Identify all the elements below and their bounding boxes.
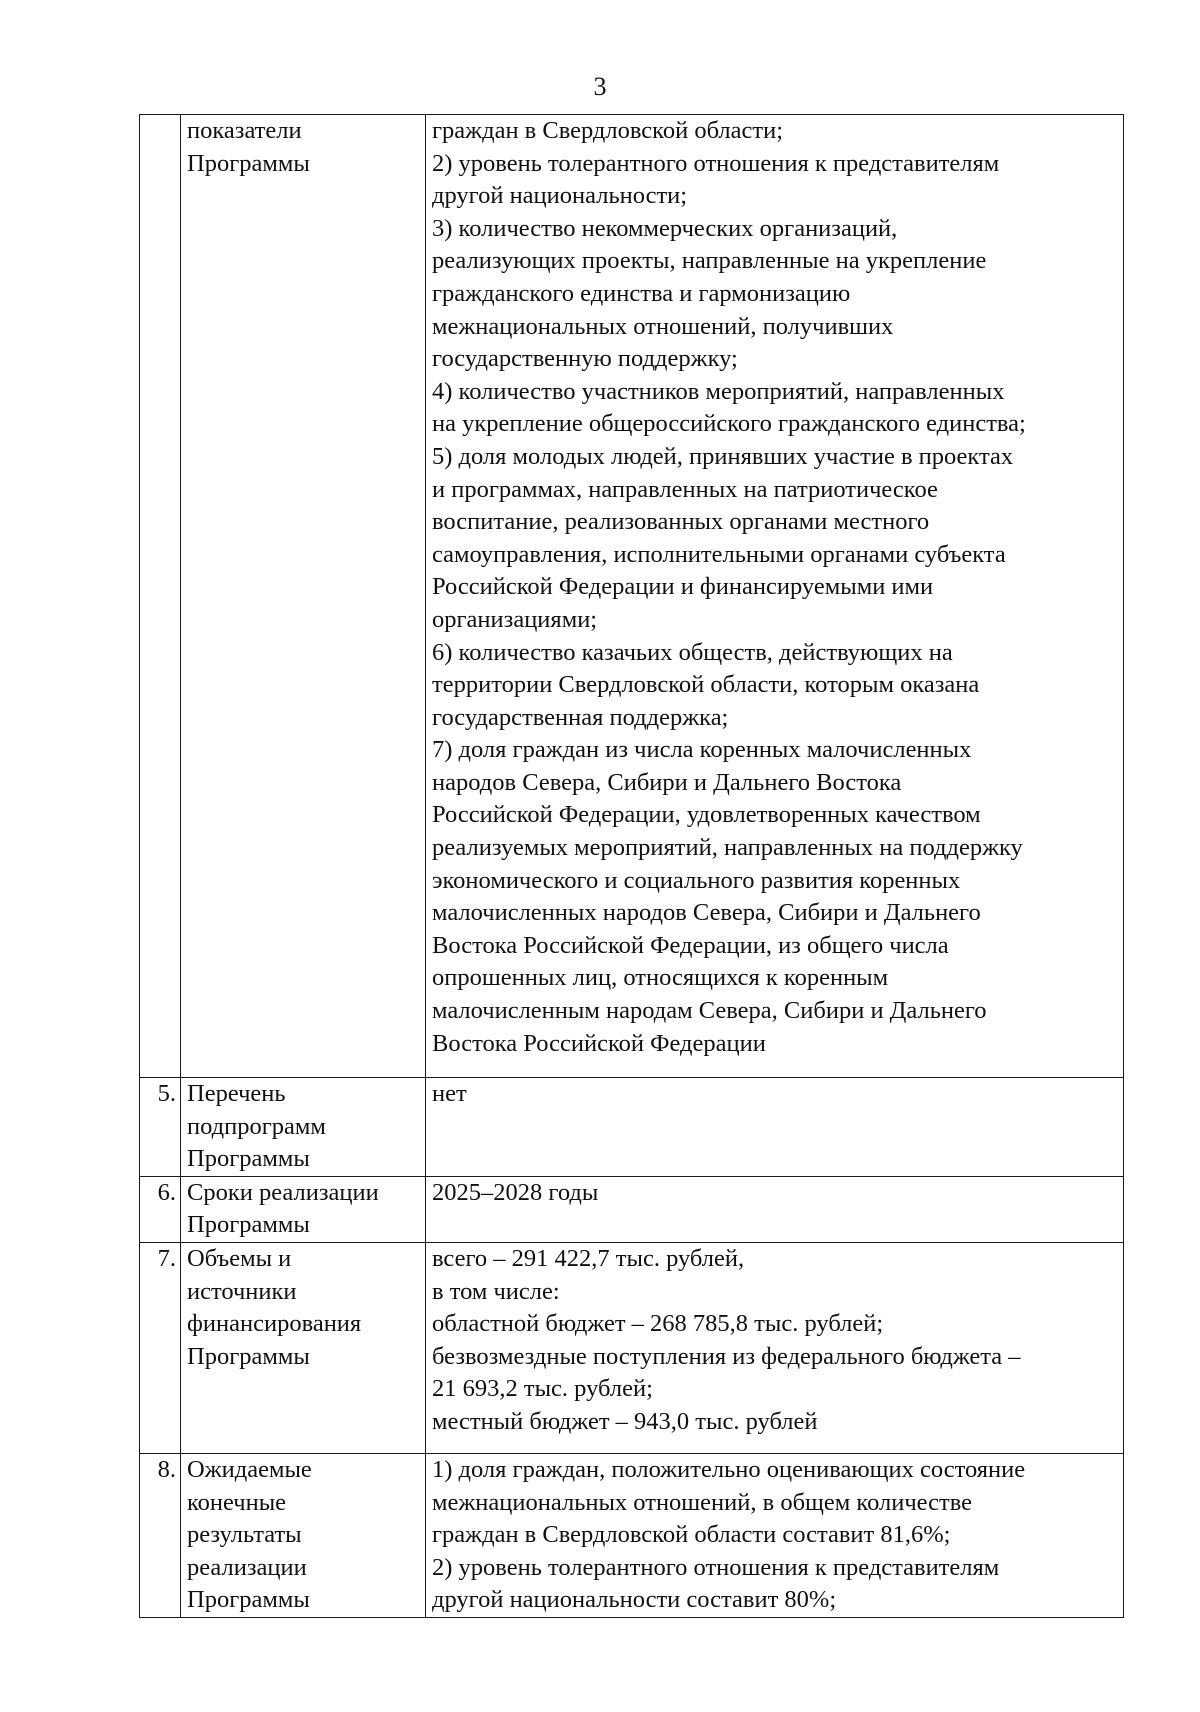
parameter-content-line: в том числе: — [432, 1277, 560, 1305]
program-passport-table — [139, 114, 1124, 1618]
row-number: 6. — [140, 1176, 181, 1242]
parameter-content-line: 1) доля граждан, положительно оценивающих состояние — [432, 1455, 1026, 1483]
row-parameter-content — [426, 1242, 1124, 1453]
parameter-content-line: воспитание, реализованных органами местного — [432, 508, 930, 536]
row-number — [140, 115, 181, 1078]
parameter-name-line: подпрограмм — [187, 1112, 326, 1140]
parameter-name-line: Программы — [187, 1586, 310, 1614]
row-number: 8. — [140, 1453, 181, 1617]
parameter-content-line: другой национальности составит 80%; — [432, 1586, 837, 1614]
parameter-name-line: конечные — [187, 1488, 287, 1516]
parameter-content-line: 2025–2028 годы — [432, 1178, 599, 1206]
parameter-content-line: самоуправления, исполнительными органами субъекта — [432, 540, 1006, 568]
row-parameter-name — [181, 1242, 426, 1453]
row-parameter-name — [181, 115, 426, 1078]
parameter-content-line: межнациональных отношений, получивших — [432, 312, 894, 340]
parameter-name-line: реализации — [187, 1553, 307, 1581]
parameter-content-line: опрошенных лиц, относящихся к коренным — [432, 964, 889, 992]
parameter-content-line: Российской Федерации, удовлетворенных качеством — [432, 801, 981, 829]
row-parameter-content — [426, 115, 1124, 1078]
parameter-content-line: 4) количество участников мероприятий, направленных — [432, 377, 1005, 405]
row-parameter-content — [426, 1176, 1124, 1242]
parameter-content-line: экономического и социального развития коренных — [432, 866, 961, 894]
parameter-name-line: Объемы и — [187, 1244, 292, 1272]
parameter-content-line: государственная поддержка; — [432, 703, 729, 731]
table-row — [140, 1176, 1124, 1242]
parameter-content-line: областной бюджет – 268 785,8 тыс. рублей; — [432, 1310, 884, 1338]
table-row — [140, 1242, 1124, 1453]
row-parameter-name — [181, 1176, 426, 1242]
parameter-name-line: Программы — [187, 1342, 310, 1370]
row-parameter-name — [181, 1078, 426, 1177]
parameter-content-line: 6) количество казачьих обществ, действующих на — [432, 638, 953, 666]
parameter-content-line: другой национальности; — [432, 182, 688, 210]
table-row — [140, 115, 1124, 1078]
parameter-name-line: финансирования — [187, 1310, 362, 1338]
parameter-name-line: Программы — [187, 149, 310, 177]
parameter-content-line: народов Севера, Сибири и Дальнего Востока — [432, 768, 902, 796]
row-number: 7. — [140, 1242, 181, 1453]
parameter-content-line: всего – 291 422,7 тыс. рублей, — [432, 1244, 745, 1272]
parameter-content-line: организациями; — [432, 605, 598, 633]
parameter-name-line: Программы — [187, 1145, 310, 1173]
parameter-content-line: реализующих проекты, направленные на укрепление — [432, 247, 987, 275]
parameter-content-line: Российской Федерации и финансируемыми ими — [432, 573, 934, 601]
parameter-content-line: межнациональных отношений, в общем количестве — [432, 1488, 973, 1516]
parameter-content-line: территории Свердловской области, которым оказана — [432, 671, 980, 699]
parameter-name-line: результаты — [187, 1521, 302, 1549]
parameter-content-line: государственную поддержку; — [432, 345, 738, 373]
parameter-content-line: малочисленным народам Севера, Сибири и Дальнего — [432, 997, 987, 1025]
parameter-content-line: и программах, направленных на патриотическое — [432, 475, 938, 503]
parameter-content-line: на укрепление общероссийского гражданского единства; — [432, 410, 1026, 438]
row-parameter-name — [181, 1453, 426, 1617]
parameter-content-line: 21 693,2 тыс. рублей; — [432, 1375, 653, 1403]
parameter-name-line: Ожидаемые — [187, 1455, 312, 1483]
parameter-name-line: Сроки реализации — [187, 1178, 379, 1206]
parameter-content-line: Востока Российской Федерации, из общего числа — [432, 931, 949, 959]
parameter-content-line: нет — [432, 1080, 467, 1107]
parameter-content-line: 3) количество некоммерческих организаций, — [432, 214, 898, 242]
parameter-content-line: 7) доля граждан из числа коренных малочисленных — [432, 736, 972, 764]
parameter-content-line: 2) уровень толерантного отношения к представителям — [432, 149, 1000, 177]
parameter-name-line: показатели — [187, 117, 302, 144]
parameter-content-line: Востока Российской Федерации — [432, 1029, 766, 1057]
row-number: 5. — [140, 1078, 181, 1177]
parameter-content-line: реализуемых мероприятий, направленных на поддержку — [432, 834, 1023, 862]
parameter-content-line: 2) уровень толерантного отношения к представителям — [432, 1553, 1000, 1581]
parameter-content-line: граждан в Свердловской области составит 81,6%; — [432, 1521, 951, 1549]
parameter-content-line: 5) доля молодых людей, принявших участие в проектах — [432, 442, 1014, 470]
table-row — [140, 1078, 1124, 1177]
parameter-content-line: малочисленных народов Севера, Сибири и Дальнего — [432, 899, 981, 927]
row-parameter-content — [426, 1453, 1124, 1617]
table-row — [140, 1453, 1124, 1617]
parameter-content-line: местный бюджет – 943,0 тыс. рублей — [432, 1407, 818, 1435]
parameter-name-line: Перечень — [187, 1080, 286, 1107]
parameter-content-line: гражданского единства и гармонизацию — [432, 279, 851, 307]
page-number: 3 — [593, 72, 607, 101]
parameter-name-line: источники — [187, 1277, 297, 1305]
parameter-name-line: Программы — [187, 1211, 310, 1239]
row-parameter-content — [426, 1078, 1124, 1177]
parameter-content-line: граждан в Свердловской области; — [432, 117, 784, 144]
parameter-content-line: безвозмездные поступления из федерального бюджета – — [432, 1342, 1021, 1370]
